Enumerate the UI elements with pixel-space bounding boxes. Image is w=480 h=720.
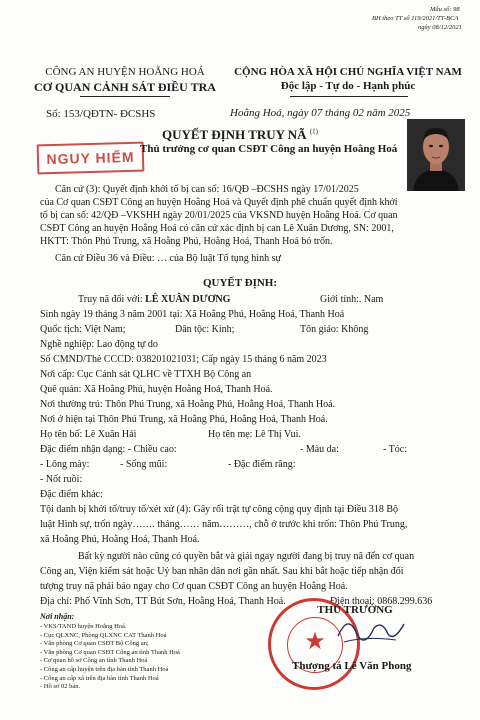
recipient-item: - Cơ quan hồ sơ Công an tỉnh Thanh Hoá	[40, 657, 148, 665]
decision-number: Số: 153/QĐTN- ĐCSHS	[46, 108, 156, 120]
religion: Tôn giáo: Không	[300, 324, 369, 335]
crime-line-1: Tội danh bị khởi tố/truy tố/xét xử (4): Gây rối trật tự công cộng quy định tại Điều 318 Bộ	[40, 504, 399, 515]
country-name: CỘNG HÒA XÃ HỘI CHỦ NGHĨA VIỆT NAM	[234, 66, 462, 78]
notice-line-2: Công an, Viện kiểm sát hoặc Uỷ ban nhân dân nơi gần nhất. Sau khi bắt hoặc tiếp nhận đối	[40, 566, 404, 577]
basis-line-3: tố bị can số: 42/QĐ –VKSHH ngày 20/01/2025 của VKSND huyện Hoằng Hoá. Cơ quan	[40, 210, 398, 221]
recipients-list	[40, 623, 180, 692]
current-address: Nơi ở hiện tại Thôn Phú Trung, xã Hoằng Phú, Hoằng Hoá, Thanh Hoá.	[40, 414, 328, 425]
form-basis: BH theo TT số 119/2021/TT-BCA	[372, 15, 459, 22]
recipient-item: - Công an cấp xã trên địa bàn tỉnh Thanh Hoá	[40, 674, 159, 682]
birth-info: Sinh ngày 19 tháng 3 năm 2001 tại: Xã Hoằng Phú, Hoằng Hoá, Thanh Hoá	[40, 309, 345, 320]
basis-line-4: CSĐT Công an huyện Hoằng Hoá có căn cứ xác định bị can Lê Xuân Dương, SN: 2001,	[40, 223, 394, 234]
form-date: ngày 08/12/2021	[418, 24, 462, 31]
notice-line-1: Bất kỳ người nào cũng có quyền bắt và giải ngay người đang bị truy nã đến cơ quan	[78, 551, 415, 562]
decision-heading: QUYẾT ĐỊNH:	[202, 277, 278, 289]
signature-title: THỦ TRƯỞNG	[317, 604, 393, 616]
seal-star-icon: ★	[304, 629, 326, 655]
danger-stamp: NGUY HIỂM	[37, 142, 145, 175]
title-text: QUYẾT ĐỊNH TRUY NÃ	[161, 127, 307, 142]
basis-line-6: Căn cứ Điều 36 và Điều: … của Bộ luật Tố tụng hình sự	[55, 253, 281, 264]
features-skin: - Màu da:	[300, 444, 339, 455]
contact-phone: Điện thoại: 0868.299.636	[330, 596, 433, 607]
features-eyebrows: - Lông mày:	[40, 459, 90, 470]
basis-line-5: HKTT: Thôn Phú Trung, xã Hoằng Phú, Hoằng Hoá, Thanh Hoá bỏ trốn.	[40, 236, 333, 247]
notice-line-3: tượng truy nã phải báo ngay cho Cơ quan CSĐT Công an huyện Hoằng Hoá.	[40, 581, 348, 592]
recipient-item: - Văn phòng Cơ quan CSĐT Bộ Công an;	[40, 640, 149, 648]
office-name: CƠ QUAN CẢNH SÁT ĐIỀU TRA	[34, 80, 216, 94]
signer-name: Thượng tá Lê Văn Phong	[292, 660, 412, 672]
nationality: Quốc tịch: Việt Nam;	[40, 324, 126, 335]
features-hair: - Tóc:	[383, 444, 407, 455]
occupation: Nghề nghiệp: Lao động tự do	[40, 339, 158, 350]
gender: Giới tính:. Nam	[320, 294, 384, 305]
features-nose: - Sống mũi:	[120, 459, 168, 470]
wanted-line	[78, 293, 230, 306]
issuer-line: Thủ trưởng cơ quan CSĐT Công an huyện Hoằng Hoá	[140, 143, 398, 155]
wanted-label: Truy nã đối với:	[78, 294, 146, 305]
mother-name: Họ tên mẹ: Lê Thị Vui.	[208, 429, 301, 440]
form-number: Mẫu số: 98	[430, 6, 460, 13]
basis-line-2: của Cơ quan CSĐT Công an huyện Hoằng Hoá và Quyết định phê chuẩn quyết định khởi	[40, 197, 398, 208]
header-right-underline	[290, 96, 408, 97]
crime-line-2: luật Hình sự, trốn ngày……. tháng…… năm………, chỗ ở trước khi trốn: Thôn Phú Trung,	[40, 519, 408, 530]
features-height: Đặc điểm nhận dạng: - Chiều cao:	[40, 444, 177, 455]
recipients-heading: Nơi nhận:	[40, 612, 75, 621]
features-moles: - Nốt ruồi:	[40, 474, 83, 485]
id-issued-by: Nơi cấp: Cục Cảnh sát QLHC về TTXH Bộ Công an	[40, 369, 252, 380]
recipient-item: - Văn phòng Cơ quan CSĐT Công an tỉnh Thanh Hoá	[40, 648, 180, 656]
recipient-item: - Hồ sơ 02 bản.	[40, 683, 81, 691]
recipient-item: - Cục QLXNC, Phòng QLXNC CAT Thanh Hoá	[40, 631, 167, 639]
id-card: Số CMND/Thẻ CCCD: 038201021031; Cấp ngày 15 tháng 6 năm 2023	[40, 354, 327, 365]
wanted-name: LÊ XUÂN DƯƠNG	[145, 294, 231, 305]
place-date: Hoằng Hoá, ngày 07 tháng 02 năm 2025	[230, 107, 411, 119]
features-teeth: - Đặc điểm răng:	[228, 459, 296, 470]
recipient-item: - VKS/TAND huyện Hoằng Hoá.	[40, 623, 127, 630]
ethnicity: Dân tộc: Kinh;	[175, 324, 235, 335]
agency-name: CÔNG AN HUYỆN HOẰNG HOÁ	[45, 66, 205, 78]
father-name: Họ tên bố: Lê Xuân Hải	[40, 429, 137, 440]
hometown: Quê quán: Xã Hoằng Phú, huyện Hoằng Hoá, Thanh Hoá.	[40, 384, 273, 395]
document-title	[120, 127, 360, 143]
crime-line-3: xã Hoằng Phú, Hoằng Hoá, Thanh Hoá.	[40, 534, 200, 545]
recipient-item: - Công an cấp huyện trên địa bàn tỉnh Thanh Hoá	[40, 665, 169, 673]
title-footnote: (1)	[309, 127, 318, 136]
permanent-address: Nơi thường trú: Thôn Phú Trung, xã Hoằng Phú, Hoằng Hoá, Thanh Hoá.	[40, 399, 336, 410]
features-other: Đặc điểm khác:	[40, 489, 103, 500]
contact-address: Địa chỉ: Phố Vĩnh Sơn, TT Bút Sơn, Hoằng Hoá, Thanh Hoá.	[40, 596, 286, 607]
national-motto: Độc lập - Tự do - Hạnh phúc	[280, 80, 416, 92]
handwritten-signature	[330, 606, 410, 652]
basis-line-1: Căn cứ (3): Quyết định khởi tố bị can số: 16/QĐ –ĐCSHS ngày 17/01/2025	[55, 184, 359, 195]
suspect-photo	[407, 119, 465, 191]
header-left-underline	[80, 96, 170, 97]
